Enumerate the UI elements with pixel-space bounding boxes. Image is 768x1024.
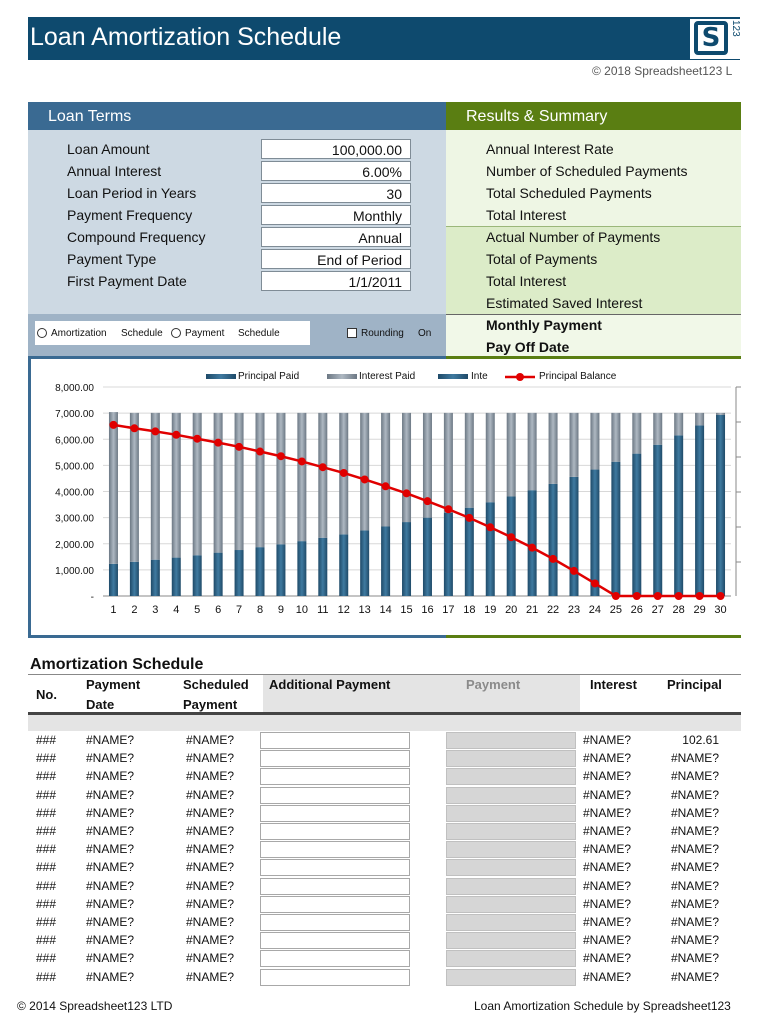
- bar-principal-paid: [674, 435, 683, 596]
- row-no: ###: [36, 969, 57, 984]
- bar-principal-paid: [653, 445, 662, 596]
- rounding-state: On: [418, 328, 432, 339]
- row-interest: #NAME?: [583, 951, 632, 966]
- legend-label-principal: Principal Paid: [238, 371, 300, 382]
- bar-principal-paid: [360, 530, 369, 596]
- row-payment-date: #NAME?: [86, 751, 135, 766]
- principal-balance-point: [403, 489, 411, 497]
- principal-balance-point: [340, 469, 348, 477]
- row-scheduled-payment: #NAME?: [186, 860, 235, 875]
- bar-principal-paid: [151, 560, 160, 596]
- row-payment-cell: [446, 969, 576, 986]
- loan-term-label: Compound Frequency: [67, 229, 206, 245]
- principal-balance-point: [486, 523, 494, 531]
- legend-swatch-principal: [206, 374, 236, 379]
- row-principal: #NAME?: [670, 951, 719, 966]
- row-payment-date: #NAME?: [86, 769, 135, 784]
- bar-principal-paid: [256, 547, 265, 596]
- col-header-principal: Principal: [667, 677, 722, 692]
- bar-principal-paid: [318, 538, 327, 596]
- principal-balance-point: [717, 592, 725, 600]
- x-tick-label: 5: [194, 604, 201, 616]
- results-label: Actual Number of Payments: [486, 229, 661, 245]
- principal-balance-point: [696, 592, 704, 600]
- principal-balance-point: [423, 497, 431, 505]
- x-tick-label: 2: [131, 604, 138, 616]
- row-additional-payment-input[interactable]: [260, 969, 410, 986]
- bar-interest-paid: [674, 413, 683, 435]
- row-scheduled-payment: #NAME?: [186, 951, 235, 966]
- loan-term-input[interactable]: End of Period: [261, 249, 411, 269]
- col-header-additional-payment: Additional Payment: [269, 677, 391, 692]
- logo-side-text: 123: [730, 20, 741, 37]
- row-payment-cell: [446, 768, 576, 785]
- principal-balance-point: [172, 431, 180, 439]
- row-interest: #NAME?: [583, 805, 632, 820]
- row-additional-payment-input[interactable]: [260, 787, 410, 804]
- schedule-spacer-row: [28, 715, 741, 731]
- row-no: ###: [36, 933, 57, 948]
- col-header-no: No.: [36, 687, 57, 702]
- loan-term-label: Annual Interest: [67, 163, 162, 179]
- row-scheduled-payment: #NAME?: [186, 915, 235, 929]
- principal-balance-point: [633, 592, 641, 600]
- legend-swatch-balance-marker: [516, 373, 524, 381]
- row-payment-cell: [446, 896, 576, 913]
- schedule-title: Amortization Schedule: [30, 656, 204, 673]
- row-no: ###: [36, 751, 57, 766]
- row-payment-cell: [446, 950, 576, 967]
- legend-swatch-interest: [327, 374, 357, 379]
- row-interest: #NAME?: [583, 769, 632, 784]
- loan-term-input[interactable]: 6.00%: [261, 161, 411, 181]
- row-additional-payment-input[interactable]: [260, 750, 410, 767]
- row-scheduled-payment: #NAME?: [186, 878, 235, 893]
- x-tick-label: 26: [630, 604, 643, 616]
- row-additional-payment-input[interactable]: [260, 878, 410, 895]
- x-tick-label: 4: [173, 604, 180, 616]
- principal-balance-point: [130, 424, 138, 432]
- bar-interest-paid: [590, 413, 599, 470]
- row-principal: #NAME?: [670, 805, 719, 820]
- bar-principal-paid: [716, 415, 725, 596]
- bar-interest-paid: [256, 413, 265, 547]
- loan-term-input[interactable]: 100,000.00: [261, 139, 411, 159]
- row-scheduled-payment: #NAME?: [186, 751, 235, 766]
- col-header-payment-date-2: Date: [86, 697, 115, 712]
- row-interest: #NAME?: [583, 896, 632, 911]
- row-payment-cell: [446, 914, 576, 931]
- bar-principal-paid: [339, 534, 348, 596]
- loan-term-label: Payment Type: [67, 251, 157, 267]
- row-scheduled-payment: #NAME?: [186, 969, 235, 984]
- row-additional-payment-input[interactable]: [260, 914, 410, 931]
- row-additional-payment-input[interactable]: [260, 823, 410, 840]
- bar-interest-paid: [297, 413, 306, 541]
- row-payment-cell: [446, 823, 576, 840]
- col-header-payment-date: Payment: [86, 677, 141, 692]
- bar-principal-paid: [528, 490, 537, 596]
- payment-radio-label: Payment: [185, 328, 225, 339]
- bar-principal-paid: [109, 564, 118, 596]
- row-interest: #NAME?: [583, 878, 632, 893]
- row-principal: #NAME?: [670, 787, 719, 802]
- logo-s-icon: S: [694, 21, 728, 55]
- row-payment-date: #NAME?: [86, 805, 135, 820]
- bar-interest-paid: [486, 413, 495, 502]
- bar-principal-paid: [276, 544, 285, 596]
- row-principal: #NAME?: [670, 842, 719, 857]
- principal-balance-point: [612, 592, 620, 600]
- y-tick-label: 4,000.00: [55, 487, 94, 499]
- row-interest: #NAME?: [583, 860, 632, 875]
- x-tick-label: 18: [463, 604, 476, 616]
- y-tick-label: 5,000.00: [55, 461, 94, 473]
- x-tick-label: 17: [442, 604, 455, 616]
- x-tick-label: 16: [421, 604, 434, 616]
- bar-principal-paid: [486, 502, 495, 596]
- bar-principal-paid: [214, 553, 223, 596]
- amortization-radio-label-2: Schedule: [121, 328, 163, 339]
- bar-interest-paid: [444, 413, 453, 513]
- y-tick-label: 6,000.00: [55, 435, 94, 447]
- row-payment-date: #NAME?: [86, 842, 135, 857]
- x-tick-label: 28: [672, 604, 685, 616]
- bar-interest-paid: [109, 412, 118, 564]
- y-tick-label: 7,000.00: [55, 409, 94, 421]
- row-scheduled-payment: #NAME?: [186, 933, 235, 948]
- bar-interest-paid: [549, 413, 558, 484]
- row-principal: #NAME?: [670, 915, 719, 929]
- row-payment-date: #NAME?: [86, 860, 135, 875]
- y-tick-label: 8,000.00: [55, 383, 94, 394]
- row-no: ###: [36, 733, 57, 747]
- row-payment-cell: [446, 841, 576, 858]
- x-tick-label: 11: [317, 604, 329, 616]
- col-header-scheduled-2: Payment: [183, 697, 238, 712]
- row-interest: #NAME?: [583, 733, 632, 747]
- bar-interest-paid: [570, 413, 579, 477]
- principal-balance-point: [235, 443, 243, 451]
- row-principal: #NAME?: [670, 933, 719, 948]
- row-interest: #NAME?: [583, 751, 632, 766]
- bar-principal-paid: [381, 527, 390, 596]
- results-label: Total Scheduled Payments: [486, 185, 652, 201]
- bar-principal-paid: [695, 425, 704, 596]
- row-payment-date: #NAME?: [86, 896, 135, 911]
- x-tick-label: 24: [588, 604, 602, 616]
- row-scheduled-payment: #NAME?: [186, 787, 235, 802]
- x-tick-label: 8: [256, 604, 264, 616]
- row-scheduled-payment: #NAME?: [186, 805, 235, 820]
- row-interest: #NAME?: [583, 787, 632, 802]
- results-label: Estimated Saved Interest: [486, 295, 643, 311]
- y-tick-label: 1,000.00: [55, 565, 94, 577]
- results-label: Number of Scheduled Payments: [486, 163, 688, 179]
- bar-principal-paid: [632, 454, 641, 596]
- row-payment-cell: [446, 732, 576, 749]
- row-additional-payment-input[interactable]: [260, 805, 410, 822]
- bar-principal-paid: [402, 522, 411, 596]
- row-no: ###: [36, 860, 57, 875]
- bar-principal-paid: [507, 496, 516, 596]
- row-additional-payment-input[interactable]: [260, 932, 410, 949]
- bar-principal-paid: [611, 462, 620, 596]
- x-tick-label: 15: [400, 604, 413, 616]
- loan-term-input[interactable]: 1/1/2011: [261, 271, 411, 291]
- row-principal: #NAME?: [670, 824, 719, 838]
- loan-term-input[interactable]: Annual: [261, 227, 411, 247]
- col-header-payment: Payment: [466, 677, 521, 692]
- principal-balance-point: [109, 421, 117, 429]
- results-label: Total Interest: [486, 207, 567, 223]
- row-principal: #NAME?: [670, 878, 719, 893]
- x-tick-label: 21: [526, 604, 539, 616]
- row-no: ###: [36, 878, 57, 893]
- payment-radio-label-2: Schedule: [238, 328, 280, 339]
- principal-balance-point: [444, 505, 452, 513]
- bar-interest-paid: [528, 413, 537, 490]
- row-additional-payment-input[interactable]: [260, 950, 410, 967]
- results-label: Annual Interest Rate: [486, 141, 614, 157]
- loan-term-input[interactable]: 30: [261, 183, 411, 203]
- principal-balance-point: [465, 514, 473, 522]
- row-scheduled-payment: #NAME?: [186, 824, 235, 838]
- y-tick-label: 3,000.00: [55, 513, 94, 525]
- row-payment-cell: [446, 787, 576, 804]
- row-no: ###: [36, 915, 57, 929]
- x-tick-label: 3: [152, 604, 159, 616]
- principal-balance-point: [193, 435, 201, 443]
- x-tick-label: 6: [215, 604, 222, 616]
- col-header-scheduled: Scheduled: [183, 677, 249, 692]
- bar-interest-paid: [381, 413, 390, 527]
- row-additional-payment-input[interactable]: [260, 859, 410, 876]
- principal-balance-point: [507, 533, 515, 541]
- page-title: Loan Amortization Schedule: [30, 23, 342, 51]
- loan-term-label: First Payment Date: [67, 273, 187, 289]
- payment-radio[interactable]: [171, 328, 181, 338]
- loan-term-label: Payment Frequency: [67, 207, 193, 223]
- bar-principal-paid: [130, 562, 139, 596]
- results-divider-dark: [446, 314, 741, 315]
- bar-interest-paid: [507, 413, 516, 497]
- principal-balance-point: [528, 544, 536, 552]
- loan-term-input[interactable]: Monthly: [261, 205, 411, 225]
- row-payment-cell: [446, 750, 576, 767]
- row-additional-payment-input[interactable]: [260, 841, 410, 858]
- bar-principal-paid: [590, 470, 599, 596]
- row-interest: #NAME?: [583, 824, 632, 838]
- x-tick-label: 13: [358, 604, 371, 616]
- principal-balance-point: [654, 592, 662, 600]
- row-no: ###: [36, 896, 57, 911]
- bar-principal-paid: [235, 550, 244, 596]
- bar-principal-paid: [297, 541, 306, 596]
- bar-interest-paid: [130, 413, 139, 562]
- row-payment-cell: [446, 932, 576, 949]
- legend-label-balance: Principal Balance: [539, 371, 617, 382]
- x-tick-label: 29: [693, 604, 706, 616]
- row-additional-payment-input[interactable]: [260, 768, 410, 785]
- rounding-checkbox[interactable]: [347, 328, 357, 338]
- principal-balance-point: [151, 427, 159, 435]
- y-tick-label: -: [90, 592, 94, 603]
- row-payment-date: #NAME?: [86, 878, 135, 893]
- col-header-interest: Interest: [590, 677, 637, 692]
- row-no: ###: [36, 787, 57, 802]
- bar-principal-paid: [423, 518, 432, 596]
- chart-border-bottom-green: [446, 635, 741, 638]
- bar-principal-paid: [570, 477, 579, 596]
- bar-interest-paid: [695, 413, 704, 426]
- row-interest: #NAME?: [583, 842, 632, 857]
- principal-balance-point: [214, 439, 222, 447]
- x-tick-label: 23: [567, 604, 581, 616]
- row-payment-cell: [446, 805, 576, 822]
- results-label: Total Interest: [486, 273, 567, 289]
- y-tick-label: 2,000.00: [55, 539, 94, 551]
- bar-principal-paid: [549, 484, 558, 596]
- row-additional-payment-input[interactable]: [260, 896, 410, 913]
- loan-term-label: Loan Period in Years: [67, 185, 197, 201]
- bar-interest-paid: [716, 413, 725, 415]
- amortization-chart: [31, 359, 741, 635]
- row-no: ###: [36, 769, 57, 784]
- row-principal: #NAME?: [670, 769, 719, 784]
- bar-interest-paid: [214, 413, 223, 553]
- row-scheduled-payment: #NAME?: [186, 842, 235, 857]
- x-tick-label: 7: [236, 604, 243, 616]
- row-principal: 102.61: [682, 733, 719, 747]
- row-additional-payment-input[interactable]: [260, 732, 410, 749]
- row-payment-date: #NAME?: [86, 969, 135, 984]
- loan-terms-title: Loan Terms: [48, 108, 132, 125]
- row-payment-date: #NAME?: [86, 951, 135, 966]
- principal-balance-point: [549, 555, 557, 563]
- row-no: ###: [36, 824, 57, 838]
- bar-interest-paid: [402, 413, 411, 522]
- row-scheduled-payment: #NAME?: [186, 769, 235, 784]
- legend-label-inte: Inte: [471, 371, 488, 382]
- bar-interest-paid: [235, 413, 244, 550]
- loan-term-label: Loan Amount: [67, 141, 150, 157]
- row-interest: #NAME?: [583, 915, 632, 929]
- x-tick-label: 14: [379, 604, 392, 616]
- bar-interest-paid: [193, 413, 202, 555]
- results-label: Monthly Payment: [486, 317, 602, 333]
- row-principal: #NAME?: [670, 751, 719, 766]
- results-label: Total of Payments: [486, 251, 598, 267]
- row-interest: #NAME?: [583, 969, 632, 984]
- row-payment-date: #NAME?: [86, 787, 135, 802]
- copyright-top: © 2018 Spreadsheet123 L: [592, 64, 733, 78]
- footer-copyright: © 2014 Spreadsheet123 LTD: [17, 999, 173, 1013]
- chart-border-bottom-blue: [28, 635, 446, 638]
- principal-balance-point: [298, 457, 306, 465]
- legend-label-interest: Interest Paid: [359, 371, 416, 382]
- principal-balance-point: [591, 579, 599, 587]
- bar-interest-paid: [632, 413, 641, 454]
- row-payment-date: #NAME?: [86, 933, 135, 948]
- principal-balance-point: [382, 482, 390, 490]
- x-tick-label: 12: [337, 604, 350, 616]
- row-no: ###: [36, 842, 57, 857]
- results-divider: [446, 226, 741, 227]
- principal-balance-point: [361, 475, 369, 483]
- results-title: Results & Summary: [466, 108, 608, 125]
- x-tick-label: 27: [651, 604, 664, 616]
- row-payment-date: #NAME?: [86, 733, 135, 747]
- principal-balance-point: [256, 448, 264, 456]
- row-no: ###: [36, 805, 57, 820]
- row-principal: #NAME?: [670, 969, 719, 984]
- footer-credit: Loan Amortization Schedule by Spreadsheet123: [474, 999, 731, 1013]
- bar-interest-paid: [465, 413, 474, 508]
- rounding-label: Rounding: [361, 328, 404, 339]
- row-principal: #NAME?: [670, 860, 719, 875]
- principal-balance-point: [675, 592, 683, 600]
- row-payment-cell: [446, 878, 576, 895]
- row-payment-cell: [446, 859, 576, 876]
- bar-interest-paid: [653, 413, 662, 445]
- x-tick-label: 25: [609, 604, 622, 616]
- principal-balance-point: [277, 452, 285, 460]
- amortization-radio[interactable]: [37, 328, 47, 338]
- row-interest: #NAME?: [583, 933, 632, 948]
- x-tick-label: 1: [110, 604, 117, 616]
- principal-balance-point: [319, 463, 327, 471]
- bar-principal-paid: [172, 558, 181, 596]
- x-tick-label: 30: [714, 604, 727, 616]
- x-tick-label: 19: [484, 604, 497, 616]
- bar-interest-paid: [360, 413, 369, 531]
- row-payment-date: #NAME?: [86, 824, 135, 838]
- bar-principal-paid: [193, 555, 202, 596]
- row-principal: #NAME?: [670, 896, 719, 911]
- x-tick-label: 22: [546, 604, 560, 616]
- bar-interest-paid: [611, 413, 620, 462]
- row-payment-date: #NAME?: [86, 915, 135, 929]
- x-tick-label: 20: [505, 604, 518, 616]
- amortization-radio-label: Amortization: [51, 328, 107, 339]
- principal-balance-point: [570, 567, 578, 575]
- row-scheduled-payment: #NAME?: [186, 896, 235, 911]
- legend-swatch-inte: [438, 374, 468, 379]
- bar-principal-paid: [444, 513, 453, 596]
- x-tick-label: 9: [277, 604, 284, 616]
- row-scheduled-payment: #NAME?: [186, 733, 235, 747]
- bar-interest-paid: [276, 413, 285, 544]
- x-tick-label: 10: [295, 604, 308, 616]
- bar-interest-paid: [318, 413, 327, 538]
- results-label: Pay Off Date: [486, 339, 570, 355]
- row-no: ###: [36, 951, 57, 966]
